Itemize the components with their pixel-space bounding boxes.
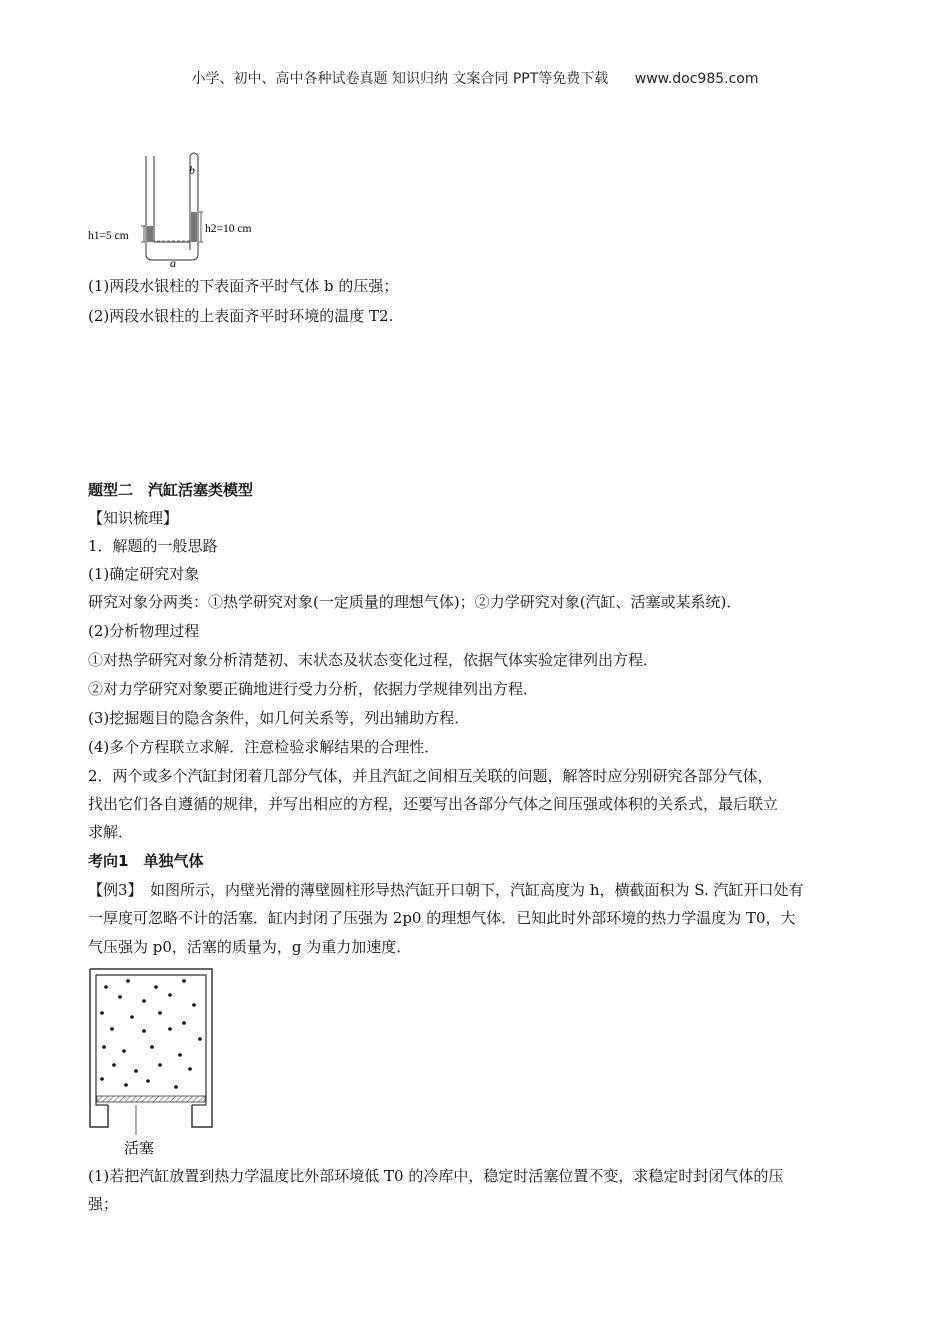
knowledge-heading: 【知识梳理】 <box>88 509 179 527</box>
prev-question-2: (2)两段水银柱的上表面齐平时环境的温度 T2. <box>88 307 394 325</box>
mercury-right <box>191 212 197 242</box>
step-2-line-1: 2．两个或多个汽缸封闭着几部分气体，并且汽缸之间相互关联的问题，解答时应分别研究各部分气体， <box>88 767 773 785</box>
step-2-line-3: 求解． <box>88 823 134 841</box>
section-title: 题型二 汽缸活塞类模型 <box>88 481 254 499</box>
piston <box>97 1096 205 1102</box>
new-question-1-line-2: 强； <box>88 1195 119 1213</box>
new-question-1-line-1: (1)若把汽缸放置到热力学温度比外部环境低 T0 的冷库中，稳定时活塞位置不变，求稳定时封闭气体的压 <box>88 1167 784 1185</box>
step-1: 1．解题的一般思路 <box>88 537 218 555</box>
step-1-3: (3)挖掘题目的隐含条件，如几何关系等，列出辅助方程． <box>88 709 470 727</box>
u-tube-figure <box>86 150 286 268</box>
page-header <box>0 68 950 88</box>
cylinder-figure <box>86 965 216 1160</box>
step-1-4: (4)多个方程联立求解．注意检验求解结果的合理性． <box>88 738 440 756</box>
step-1-1: (1)确定研究对象 <box>88 565 200 583</box>
header-text: 小学、初中、高中各种试卷真题 知识归纳 文案合同 PPT等免费下载 <box>191 71 609 87</box>
direction-title: 考向1 单独气体 <box>88 852 204 870</box>
header-site: www.doc985.com <box>634 71 759 87</box>
label-b: b <box>189 163 195 177</box>
example-line-2: 一厚度可忽略不计的活塞．缸内封闭了压强为 2p0 的理想气体．已知此时外部环境的热力学温度为 T0，大 <box>88 909 796 927</box>
label-h2: h2=10 cm <box>205 223 252 235</box>
label-a: a <box>170 256 176 268</box>
step-1-1-detail: 研究对象分两类：①热学研究对象(一定质量的理想气体)；②力学研究对象(汽缸、活塞或某系统)． <box>88 593 742 611</box>
piston-label: 活塞 <box>124 1139 155 1157</box>
mercury-left <box>147 226 153 242</box>
example-line-3: 气压强为 p0，活塞的质量为，g 为重力加速度． <box>88 938 412 956</box>
step-1-2: (2)分析物理过程 <box>88 622 200 640</box>
step-1-2-b: ②对力学研究对象要正确地进行受力分析，依据力学规律列出方程． <box>88 680 539 698</box>
step-1-2-a: ①对热学研究对象分析清楚初、末状态及状态变化过程，依据气体实验定律列出方程． <box>88 651 659 669</box>
label-h1: h1=5 cm <box>88 230 129 242</box>
step-2-line-2: 找出它们各自遵循的规律，并写出相应的方程，还要写出各部分气体之间压强或体积的关系式，最后联立 <box>88 795 779 813</box>
example-line-1: 【例3】 如图所示，内壁光滑的薄壁圆柱形导热汽缸开口朝下，汽缸高度为 h，横截面积为 S. 汽缸开口处有 <box>88 881 804 899</box>
prev-question-1: (1)两段水银柱的下表面齐平时气体 b 的压强； <box>88 277 399 295</box>
